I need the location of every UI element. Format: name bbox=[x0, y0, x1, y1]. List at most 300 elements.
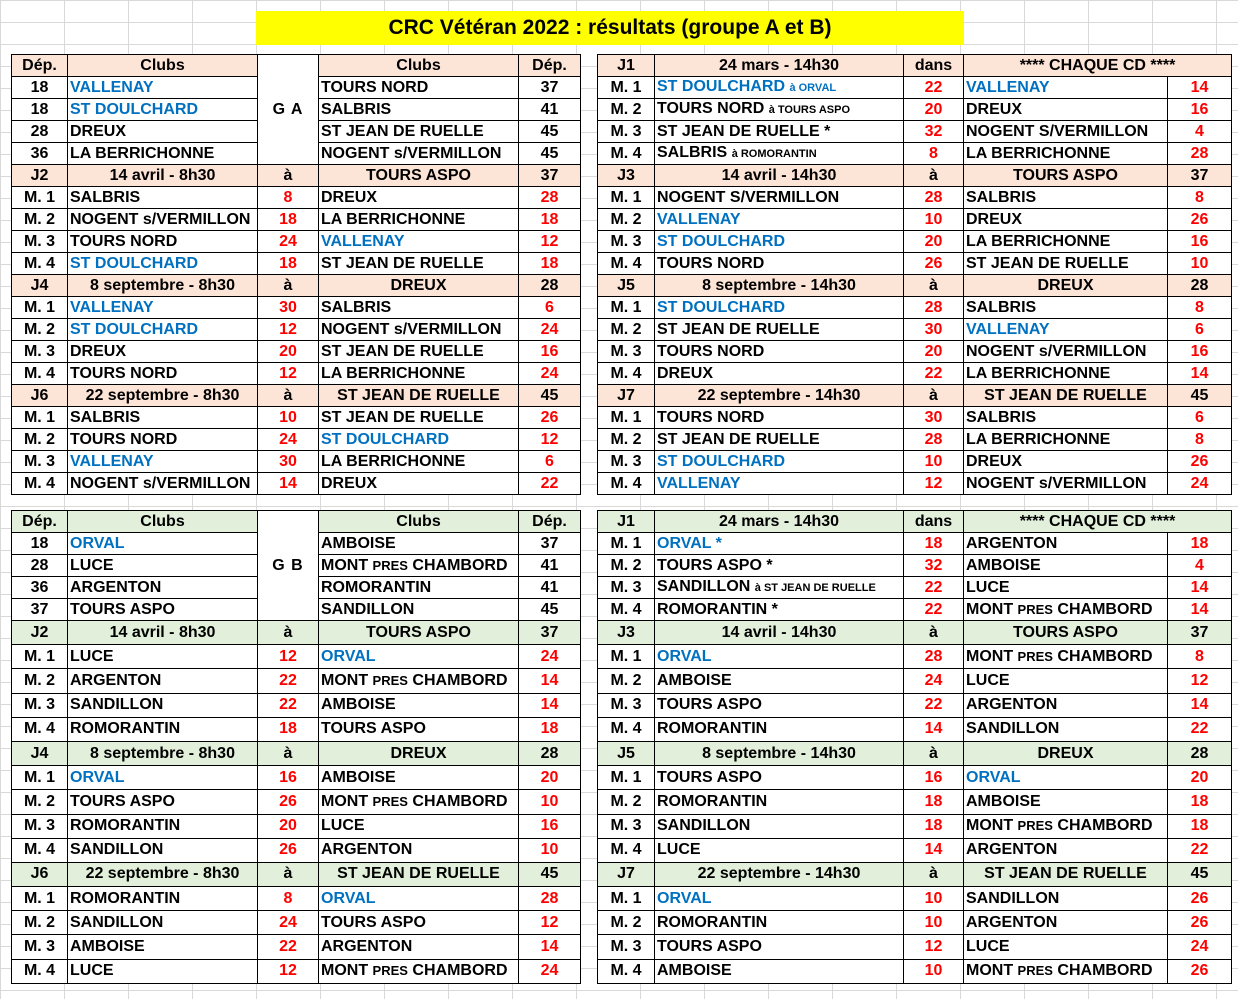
match-number: M. 1 bbox=[12, 187, 68, 209]
match-number: M. 2 bbox=[12, 790, 68, 814]
club-cell bbox=[655, 99, 904, 121]
match-row bbox=[12, 253, 581, 275]
round-header bbox=[12, 385, 581, 407]
venue-note: à TOURS ASPO bbox=[768, 104, 851, 116]
round-venue: DREUX bbox=[964, 741, 1168, 765]
round-day: J7 bbox=[598, 862, 655, 886]
venue-prefix: à bbox=[258, 862, 319, 886]
dep-number: 45 bbox=[519, 143, 581, 165]
round-venue: ST JEAN DE RUELLE bbox=[964, 862, 1168, 886]
dep-number: 41 bbox=[519, 555, 581, 577]
dep-header: Dép. bbox=[12, 55, 68, 77]
home-score: 12 bbox=[904, 473, 964, 495]
away-score: 12 bbox=[519, 231, 581, 253]
home-score: 20 bbox=[904, 99, 964, 121]
away-club: TOURS ASPO bbox=[319, 717, 519, 741]
match-number: M. 1 bbox=[598, 77, 655, 99]
home-club: VALLENAY bbox=[68, 297, 258, 319]
home-club: AMBOISE bbox=[655, 959, 904, 983]
round-day: J2 bbox=[12, 621, 68, 645]
dep-number: 36 bbox=[12, 143, 68, 165]
away-score: 16 bbox=[1168, 231, 1232, 253]
round-date: 22 septembre - 8h30 bbox=[68, 385, 258, 407]
team-table-b bbox=[11, 510, 581, 984]
home-club: TOURS ASPO bbox=[655, 766, 904, 790]
home-score: 22 bbox=[904, 577, 964, 599]
home-score: 30 bbox=[258, 297, 319, 319]
group-label: G B bbox=[258, 511, 319, 621]
match-row bbox=[598, 429, 1232, 451]
club-name: SANDILLON bbox=[657, 578, 751, 595]
match-row bbox=[598, 209, 1232, 231]
away-score: 8 bbox=[1168, 297, 1232, 319]
venue-prefix: à bbox=[258, 741, 319, 765]
home-score: 32 bbox=[904, 121, 964, 143]
home-club: DREUX bbox=[655, 363, 904, 385]
home-score: 26 bbox=[258, 790, 319, 814]
home-club: VALLENAY bbox=[68, 451, 258, 473]
away-club: AMBOISE bbox=[319, 693, 519, 717]
home-score: 8 bbox=[258, 887, 319, 911]
away-score: 16 bbox=[1168, 99, 1232, 121]
home-club: SANDILLON bbox=[655, 814, 904, 838]
round-date: 8 septembre - 14h30 bbox=[655, 275, 904, 297]
venue-dep: 28 bbox=[519, 275, 581, 297]
away-score: 26 bbox=[1168, 887, 1232, 911]
match-number: M. 4 bbox=[598, 363, 655, 385]
away-score: 18 bbox=[519, 717, 581, 741]
match-number: M. 3 bbox=[12, 693, 68, 717]
match-row bbox=[598, 341, 1232, 363]
away-club: TOURS ASPO bbox=[319, 911, 519, 935]
away-club: LA BERRICHONNE bbox=[319, 363, 519, 385]
club-name: TOURS NORD bbox=[657, 100, 765, 117]
away-score: 22 bbox=[1168, 717, 1232, 741]
home-club: LUCE bbox=[655, 838, 904, 862]
home-club: AMBOISE bbox=[68, 935, 258, 959]
home-club: ST DOULCHARD bbox=[655, 231, 904, 253]
round-header bbox=[12, 621, 581, 645]
match-number: M. 3 bbox=[12, 935, 68, 959]
home-club: TOURS ASPO bbox=[655, 935, 904, 959]
dep-number: 41 bbox=[519, 577, 581, 599]
home-score: 22 bbox=[904, 363, 964, 385]
away-score: 14 bbox=[1168, 599, 1232, 621]
club-name: ST DOULCHARD bbox=[68, 99, 258, 121]
match-row bbox=[598, 887, 1232, 911]
results-table-a bbox=[597, 54, 1232, 495]
home-score: 22 bbox=[904, 77, 964, 99]
club-name: ST DOULCHARD bbox=[657, 78, 785, 95]
home-score: 10 bbox=[258, 407, 319, 429]
round-header bbox=[598, 55, 1232, 77]
match-number: M. 4 bbox=[12, 253, 68, 275]
away-club: SANDILLON bbox=[964, 887, 1168, 911]
round-day: J1 bbox=[598, 511, 655, 533]
round-day: J4 bbox=[12, 741, 68, 765]
home-club: ST JEAN DE RUELLE bbox=[655, 319, 904, 341]
match-number: M. 3 bbox=[598, 121, 655, 143]
team-table-a bbox=[11, 54, 581, 495]
venue-dep: 37 bbox=[519, 165, 581, 187]
dep-header: Dép. bbox=[519, 511, 581, 533]
round-date: 14 avril - 14h30 bbox=[655, 165, 904, 187]
home-score: 10 bbox=[904, 911, 964, 935]
club-cell bbox=[655, 555, 904, 577]
venue-dep: 37 bbox=[519, 621, 581, 645]
match-row bbox=[12, 911, 581, 935]
home-club: LUCE bbox=[68, 959, 258, 983]
venue-prefix: à bbox=[904, 621, 964, 645]
away-club: ARGENTON bbox=[964, 693, 1168, 717]
away-club: VALLENAY bbox=[964, 77, 1168, 99]
away-score: 14 bbox=[1168, 77, 1232, 99]
match-row bbox=[598, 533, 1232, 555]
match-number: M. 1 bbox=[598, 766, 655, 790]
home-score: 18 bbox=[904, 814, 964, 838]
home-score: 10 bbox=[904, 959, 964, 983]
dep-number: 18 bbox=[12, 533, 68, 555]
home-club: VALLENAY bbox=[655, 209, 904, 231]
round-header bbox=[598, 621, 1232, 645]
home-score: 24 bbox=[904, 669, 964, 693]
match-row bbox=[598, 790, 1232, 814]
home-score: 20 bbox=[904, 341, 964, 363]
club-name: TOURS NORD bbox=[319, 77, 519, 99]
venue-prefix: à bbox=[258, 621, 319, 645]
chaque-cd-label: **** CHAQUE CD **** bbox=[964, 55, 1232, 77]
match-row bbox=[12, 231, 581, 253]
dep-number: 28 bbox=[12, 555, 68, 577]
match-row bbox=[12, 297, 581, 319]
home-score: 22 bbox=[258, 935, 319, 959]
away-score: 22 bbox=[519, 473, 581, 495]
home-score: 12 bbox=[258, 319, 319, 341]
home-club: ST DOULCHARD bbox=[68, 319, 258, 341]
clubs-header: Clubs bbox=[319, 511, 519, 533]
round-day: J5 bbox=[598, 741, 655, 765]
club-name: LUCE bbox=[68, 555, 258, 577]
home-score: 14 bbox=[904, 717, 964, 741]
dep-number: 45 bbox=[519, 599, 581, 621]
match-row bbox=[12, 669, 581, 693]
match-row bbox=[598, 959, 1232, 983]
match-row bbox=[598, 645, 1232, 669]
away-club: NOGENT s/VERMILLON bbox=[964, 473, 1168, 495]
dep-number: 37 bbox=[519, 533, 581, 555]
round-day: J3 bbox=[598, 165, 655, 187]
match-row bbox=[12, 838, 581, 862]
dep-number: 37 bbox=[519, 77, 581, 99]
match-number: M. 3 bbox=[12, 814, 68, 838]
match-number: M. 3 bbox=[12, 231, 68, 253]
home-club: NOGENT s/VERMILLON bbox=[68, 209, 258, 231]
match-row bbox=[12, 209, 581, 231]
match-number: M. 3 bbox=[598, 341, 655, 363]
round-header bbox=[598, 165, 1232, 187]
match-number: M. 1 bbox=[12, 407, 68, 429]
match-row bbox=[598, 669, 1232, 693]
match-number: M. 2 bbox=[12, 209, 68, 231]
match-number: M. 1 bbox=[598, 533, 655, 555]
venue-prefix: à bbox=[904, 385, 964, 407]
home-score: 28 bbox=[904, 645, 964, 669]
match-row bbox=[598, 838, 1232, 862]
home-club: ST JEAN DE RUELLE bbox=[655, 429, 904, 451]
match-number: M. 1 bbox=[598, 887, 655, 911]
match-number: M. 4 bbox=[598, 599, 655, 621]
venue-prefix: à bbox=[258, 275, 319, 297]
club-name: ST JEAN DE RUELLE * bbox=[657, 122, 831, 140]
home-club: ARGENTON bbox=[68, 669, 258, 693]
venue-dep: 45 bbox=[519, 385, 581, 407]
match-number: M. 3 bbox=[598, 231, 655, 253]
club-name: MONT PRES CHAMBORD bbox=[319, 555, 519, 577]
home-club: ROMORANTIN bbox=[68, 887, 258, 911]
away-club: VALLENAY bbox=[319, 231, 519, 253]
home-score: 32 bbox=[904, 555, 964, 577]
away-club: SALBRIS bbox=[319, 297, 519, 319]
away-score: 10 bbox=[1168, 253, 1232, 275]
home-club: AMBOISE bbox=[655, 669, 904, 693]
away-score: 16 bbox=[519, 341, 581, 363]
clubs-header: Clubs bbox=[319, 55, 519, 77]
match-row bbox=[12, 766, 581, 790]
home-score: 22 bbox=[904, 693, 964, 717]
away-score: 6 bbox=[1168, 319, 1232, 341]
home-score: 16 bbox=[904, 766, 964, 790]
match-row bbox=[598, 253, 1232, 275]
away-club: ARGENTON bbox=[319, 838, 519, 862]
match-number: M. 4 bbox=[12, 717, 68, 741]
match-row bbox=[598, 363, 1232, 385]
home-score: 26 bbox=[904, 253, 964, 275]
home-club: ORVAL bbox=[655, 645, 904, 669]
away-score: 12 bbox=[1168, 669, 1232, 693]
home-club: SANDILLON bbox=[68, 911, 258, 935]
match-number: M. 4 bbox=[598, 717, 655, 741]
away-score: 26 bbox=[1168, 451, 1232, 473]
club-name: LA BERRICHONNE bbox=[68, 143, 258, 165]
home-club: SANDILLON bbox=[68, 838, 258, 862]
dep-number: 37 bbox=[12, 599, 68, 621]
club-name: DREUX bbox=[68, 121, 258, 143]
home-score: 8 bbox=[258, 187, 319, 209]
dep-number: 28 bbox=[12, 121, 68, 143]
away-club: SALBRIS bbox=[964, 407, 1168, 429]
match-number: M. 4 bbox=[598, 253, 655, 275]
away-score: 8 bbox=[1168, 429, 1232, 451]
match-number: M. 2 bbox=[598, 99, 655, 121]
away-score: 14 bbox=[1168, 693, 1232, 717]
club-cell bbox=[655, 599, 904, 621]
club-cell bbox=[655, 77, 904, 99]
match-row bbox=[12, 887, 581, 911]
club-name: ORVAL * bbox=[657, 534, 722, 552]
match-row bbox=[598, 814, 1232, 838]
venue-dep: 28 bbox=[1168, 741, 1232, 765]
home-score: 18 bbox=[904, 790, 964, 814]
dep-header: Dép. bbox=[519, 55, 581, 77]
match-number: M. 1 bbox=[12, 297, 68, 319]
venue-dep: 37 bbox=[1168, 165, 1232, 187]
round-header bbox=[598, 275, 1232, 297]
home-score: 12 bbox=[904, 935, 964, 959]
away-score: 14 bbox=[519, 935, 581, 959]
home-club: TOURS NORD bbox=[655, 407, 904, 429]
match-row bbox=[598, 766, 1232, 790]
chaque-cd-label: **** CHAQUE CD **** bbox=[964, 511, 1232, 533]
club-name: ORVAL bbox=[68, 533, 258, 555]
home-score: 24 bbox=[258, 231, 319, 253]
round-venue: ST JEAN DE RUELLE bbox=[319, 385, 519, 407]
away-score: 14 bbox=[519, 669, 581, 693]
round-day: J6 bbox=[12, 385, 68, 407]
home-score: 24 bbox=[258, 911, 319, 935]
home-score: 20 bbox=[904, 231, 964, 253]
away-score: 28 bbox=[519, 187, 581, 209]
home-club: ORVAL bbox=[655, 887, 904, 911]
home-club: ST DOULCHARD bbox=[655, 297, 904, 319]
away-score: 4 bbox=[1168, 555, 1232, 577]
home-club: TOURS NORD bbox=[68, 429, 258, 451]
away-club: ARGENTON bbox=[964, 911, 1168, 935]
club-name: TOURS ASPO bbox=[68, 599, 258, 621]
round-date: 14 avril - 8h30 bbox=[68, 621, 258, 645]
away-club: LA BERRICHONNE bbox=[964, 363, 1168, 385]
venue-note: à ORVAL bbox=[789, 82, 837, 94]
match-row bbox=[598, 407, 1232, 429]
match-number: M. 1 bbox=[12, 887, 68, 911]
home-club: ROMORANTIN bbox=[68, 717, 258, 741]
round-date: 22 septembre - 14h30 bbox=[655, 862, 904, 886]
home-score: 8 bbox=[904, 143, 964, 165]
away-club: DREUX bbox=[319, 187, 519, 209]
away-club: VALLENAY bbox=[964, 319, 1168, 341]
venue-dep: 45 bbox=[519, 862, 581, 886]
home-score: 20 bbox=[258, 814, 319, 838]
home-score: 28 bbox=[904, 297, 964, 319]
away-club: LA BERRICHONNE bbox=[964, 429, 1168, 451]
away-score: 18 bbox=[519, 253, 581, 275]
away-score: 26 bbox=[1168, 209, 1232, 231]
home-score: 10 bbox=[904, 451, 964, 473]
away-score: 24 bbox=[1168, 935, 1232, 959]
home-club: LUCE bbox=[68, 645, 258, 669]
match-number: M. 2 bbox=[12, 911, 68, 935]
away-score: 28 bbox=[1168, 143, 1232, 165]
match-number: M. 3 bbox=[598, 577, 655, 599]
away-score: 24 bbox=[519, 959, 581, 983]
home-score: 22 bbox=[258, 669, 319, 693]
home-club: TOURS NORD bbox=[68, 231, 258, 253]
home-score: 18 bbox=[258, 253, 319, 275]
home-score: 28 bbox=[904, 429, 964, 451]
away-club: LUCE bbox=[964, 577, 1168, 599]
round-venue: DREUX bbox=[319, 275, 519, 297]
away-club: LUCE bbox=[964, 935, 1168, 959]
match-number: M. 2 bbox=[598, 790, 655, 814]
venue-dep: 37 bbox=[1168, 621, 1232, 645]
venue-prefix: à bbox=[904, 275, 964, 297]
venue-note: à ROMORANTIN bbox=[731, 148, 817, 160]
round-header bbox=[598, 741, 1232, 765]
round-venue: ST JEAN DE RUELLE bbox=[964, 385, 1168, 407]
club-cell bbox=[655, 577, 904, 599]
match-number: M. 1 bbox=[598, 297, 655, 319]
match-row bbox=[598, 935, 1232, 959]
dans-label: dans bbox=[904, 55, 964, 77]
away-score: 28 bbox=[519, 887, 581, 911]
club-name: TOURS ASPO * bbox=[657, 556, 773, 574]
away-score: 16 bbox=[1168, 341, 1232, 363]
away-club: NOGENT s/VERMILLON bbox=[964, 341, 1168, 363]
round-day: J3 bbox=[598, 621, 655, 645]
round-day: J6 bbox=[12, 862, 68, 886]
away-score: 20 bbox=[519, 766, 581, 790]
away-score: 14 bbox=[519, 693, 581, 717]
dep-number: 18 bbox=[12, 99, 68, 121]
away-score: 26 bbox=[519, 407, 581, 429]
round-date: 22 septembre - 8h30 bbox=[68, 862, 258, 886]
home-score: 22 bbox=[904, 599, 964, 621]
round-header bbox=[12, 862, 581, 886]
match-number: M. 4 bbox=[598, 143, 655, 165]
match-number: M. 4 bbox=[12, 363, 68, 385]
venue-dep: 28 bbox=[519, 741, 581, 765]
away-score: 24 bbox=[519, 363, 581, 385]
match-row bbox=[598, 577, 1232, 599]
home-score: 20 bbox=[258, 341, 319, 363]
match-number: M. 2 bbox=[598, 911, 655, 935]
away-club: LUCE bbox=[964, 669, 1168, 693]
match-row bbox=[12, 429, 581, 451]
round-date: 8 septembre - 14h30 bbox=[655, 741, 904, 765]
club-cell bbox=[655, 121, 904, 143]
round-header bbox=[598, 385, 1232, 407]
home-club: ROMORANTIN bbox=[655, 790, 904, 814]
match-row bbox=[598, 319, 1232, 341]
home-club: ORVAL bbox=[68, 766, 258, 790]
away-club: MONT PRES CHAMBORD bbox=[964, 814, 1168, 838]
dep-number: 18 bbox=[12, 77, 68, 99]
away-score: 12 bbox=[519, 429, 581, 451]
home-club: TOURS NORD bbox=[68, 363, 258, 385]
round-header bbox=[12, 741, 581, 765]
away-score: 24 bbox=[519, 645, 581, 669]
match-number: M. 1 bbox=[598, 187, 655, 209]
away-club: ST DOULCHARD bbox=[319, 429, 519, 451]
match-number: M. 2 bbox=[12, 319, 68, 341]
match-number: M. 4 bbox=[598, 473, 655, 495]
home-score: 24 bbox=[258, 429, 319, 451]
page-title: CRC Vétéran 2022 : résultats (groupe A et B) bbox=[256, 11, 964, 45]
match-row bbox=[598, 143, 1232, 165]
match-row bbox=[598, 911, 1232, 935]
match-row bbox=[598, 555, 1232, 577]
match-number: M. 2 bbox=[598, 669, 655, 693]
round-date: 24 mars - 14h30 bbox=[655, 511, 904, 533]
match-number: M. 3 bbox=[598, 814, 655, 838]
match-row bbox=[598, 473, 1232, 495]
home-score: 10 bbox=[904, 887, 964, 911]
away-score: 16 bbox=[519, 814, 581, 838]
match-row bbox=[12, 363, 581, 385]
match-row bbox=[12, 717, 581, 741]
home-club: SALBRIS bbox=[68, 407, 258, 429]
round-date: 14 avril - 8h30 bbox=[68, 165, 258, 187]
away-score: 6 bbox=[519, 297, 581, 319]
